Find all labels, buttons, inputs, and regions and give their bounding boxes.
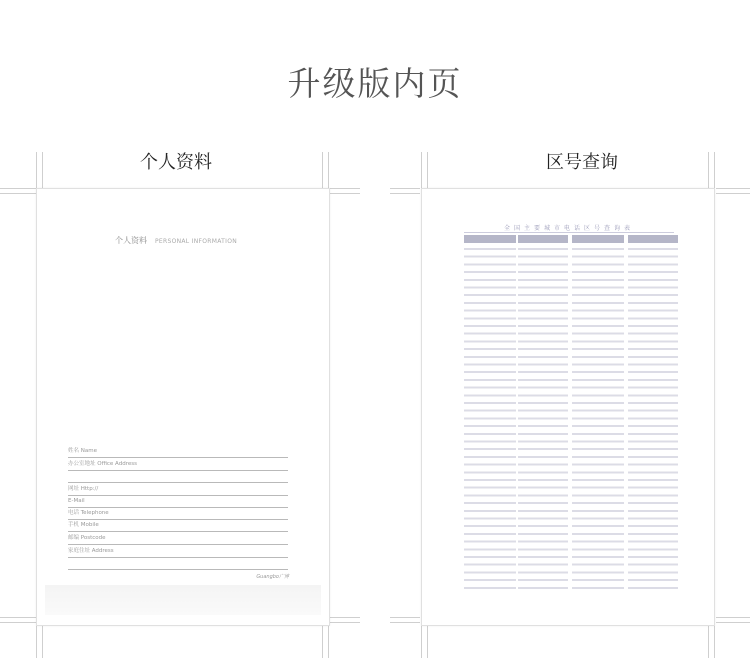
brand-logo: Guangbo广博 [256,574,289,580]
crop-mark [330,622,360,623]
table-column [572,245,624,593]
field-postcode: 邮编 Postcode [68,532,288,545]
crop-mark [716,622,750,623]
heading-en: PERSONAL INFORMATION [155,238,238,245]
crop-mark [390,617,420,618]
crop-mark [714,152,715,190]
crop-mark [427,152,428,190]
panel-label: 个人资料 [140,152,212,173]
crop-mark [390,622,420,623]
field-mobile: 手机 Mobile [68,519,288,532]
crop-mark [716,193,750,194]
panel-label: 区号查询 [546,152,618,173]
crop-mark [427,624,428,658]
table-header [518,235,568,243]
crop-mark [322,624,323,658]
page-shadow-band [45,585,321,615]
crop-mark [36,152,37,190]
crop-mark [716,617,750,618]
table-title: 全国主要城市电话区号查询表 [464,223,674,233]
crop-mark [714,624,715,658]
crop-mark [328,624,329,658]
field-blank-line [68,557,288,570]
table-header [572,235,624,243]
crop-mark [42,624,43,658]
crop-mark [330,188,360,189]
page-title: 升级版内页 [287,64,463,103]
table-header [628,235,678,243]
field-email: E-Mail [68,495,288,508]
heading-cn: 个人资料 [115,236,147,245]
crop-mark [0,188,36,189]
field-office-address: 办公室地址 Office Address [68,458,288,471]
crop-mark [322,152,323,190]
area-code-sheet [421,188,715,626]
table-column [628,245,678,593]
crop-mark [0,193,36,194]
crop-mark [0,617,36,618]
crop-mark [328,152,329,190]
crop-mark [0,622,36,623]
personal-info-sheet [36,188,330,626]
field-blank-line [68,470,288,483]
crop-mark [36,624,37,658]
table-column [518,245,568,593]
crop-mark [708,152,709,190]
crop-mark [390,188,420,189]
crop-mark [42,152,43,190]
crop-mark [390,193,420,194]
field-telephone: 电话 Telephone [68,507,288,520]
table-header [464,235,516,243]
crop-mark [421,624,422,658]
crop-mark [708,624,709,658]
field-address: 家庭住址 Address [68,545,288,558]
crop-mark [330,193,360,194]
table-column [464,245,516,593]
crop-mark [421,152,422,190]
field-name: 姓名 Name [68,445,288,458]
sheet-heading [115,235,237,246]
crop-mark [716,188,750,189]
field-http: 网址 Http:// [68,483,288,496]
crop-mark [330,617,360,618]
